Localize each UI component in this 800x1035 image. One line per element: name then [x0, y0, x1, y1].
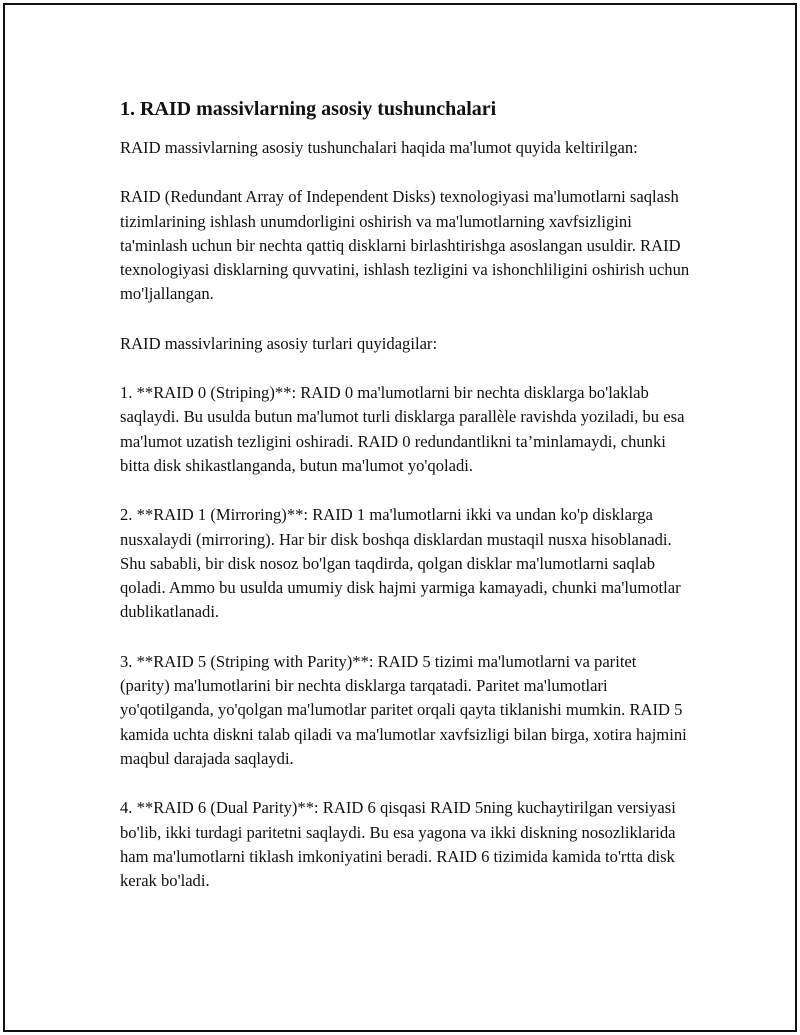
- document-page: [3, 3, 797, 1032]
- raid-definition-paragraph: RAID (Redundant Array of Independent Disks) texnologiyasi ma'lumotlarni saqlash tizimlarining ishlash unumdorligini oshirish va ma'lumotlarning xavfsizligini ta'minlash uchun bir nechta qattiq disklarni birlashtirishga asoslangan usuldir. RAID texnologiyasi disklarning quvvatini, ishlash tezligini va ishonchliligini oshirish uchun mo'ljallangan.: [120, 187, 690, 304]
- intro-paragraph: RAID massivlarning asosiy tushunchalari haqida ma'lumot quyida keltirilgan:: [120, 138, 638, 157]
- raid-1-paragraph: 2. **RAID 1 (Mirroring)**: RAID 1 ma'lumotlarni ikki va undan ko'p disklarga nusxalaydi (mirroring). Har bir disk boshqa disklardan mustaqil nusxa hisoblanadi. Shu sababli, bir disk nosoz bo'lgan taqdirda, qolgan disklar ma'lumotlarni saqlab qoladi. Ammo bu usulda umumiy disk hajmi yarmiga kamayadi, chunki ma'lumotlar dublikatlanadi.: [120, 505, 681, 622]
- document-body: [120, 95, 690, 918]
- raid-5-paragraph: 3. **RAID 5 (Striping with Parity)**: RAID 5 tizimi ma'lumotlarni va paritet (parity) ma'lumotlarini bir nechta disklarga tarqatadi. Paritet ma'lumotlari yo'qotilganda, yo'qolgan ma'lumotlar paritet orqali qayta tiklanishi mumkin. RAID 5 kamida uchta diskni talab qiladi va ma'lumotlar xavfsizligi bilan birga, xotira hajmini maqbul darajada saqlaydi.: [120, 651, 687, 768]
- section-heading: 1. RAID massivlarning asosiy tushunchalari: [120, 98, 497, 120]
- raid-types-intro-paragraph: RAID massivlarining asosiy turlari quyidagilar:: [120, 333, 438, 353]
- raid-6-paragraph: 4. **RAID 6 (Dual Parity)**: RAID 6 qisqasi RAID 5ning kuchaytirilgan versiyasi bo'lib, ikki turdagi paritetni saqlaydi. Bu esa yagona va ikki diskning nosozliklarida ham ma'lumotlarni tiklash imkoniyatini beradi. RAID 6 tizimida kamida to'rtta disk kerak bo'ladi.: [120, 798, 676, 891]
- raid-0-paragraph: 1. **RAID 0 (Striping)**: RAID 0 ma'lumotlarni bir nechta disklarga bo'laklab saqlaydi. Bu usulda butun ma'lumot turli disklarga parallèle ravishda yoziladi, bu esa ma'lumot uzatish tezligini oshiradi. RAID 0 redundantlikni ta’minlamaydi, chunki bitta disk shikastlanganda, butun ma'lumot yo'qoladi.: [120, 383, 685, 475]
